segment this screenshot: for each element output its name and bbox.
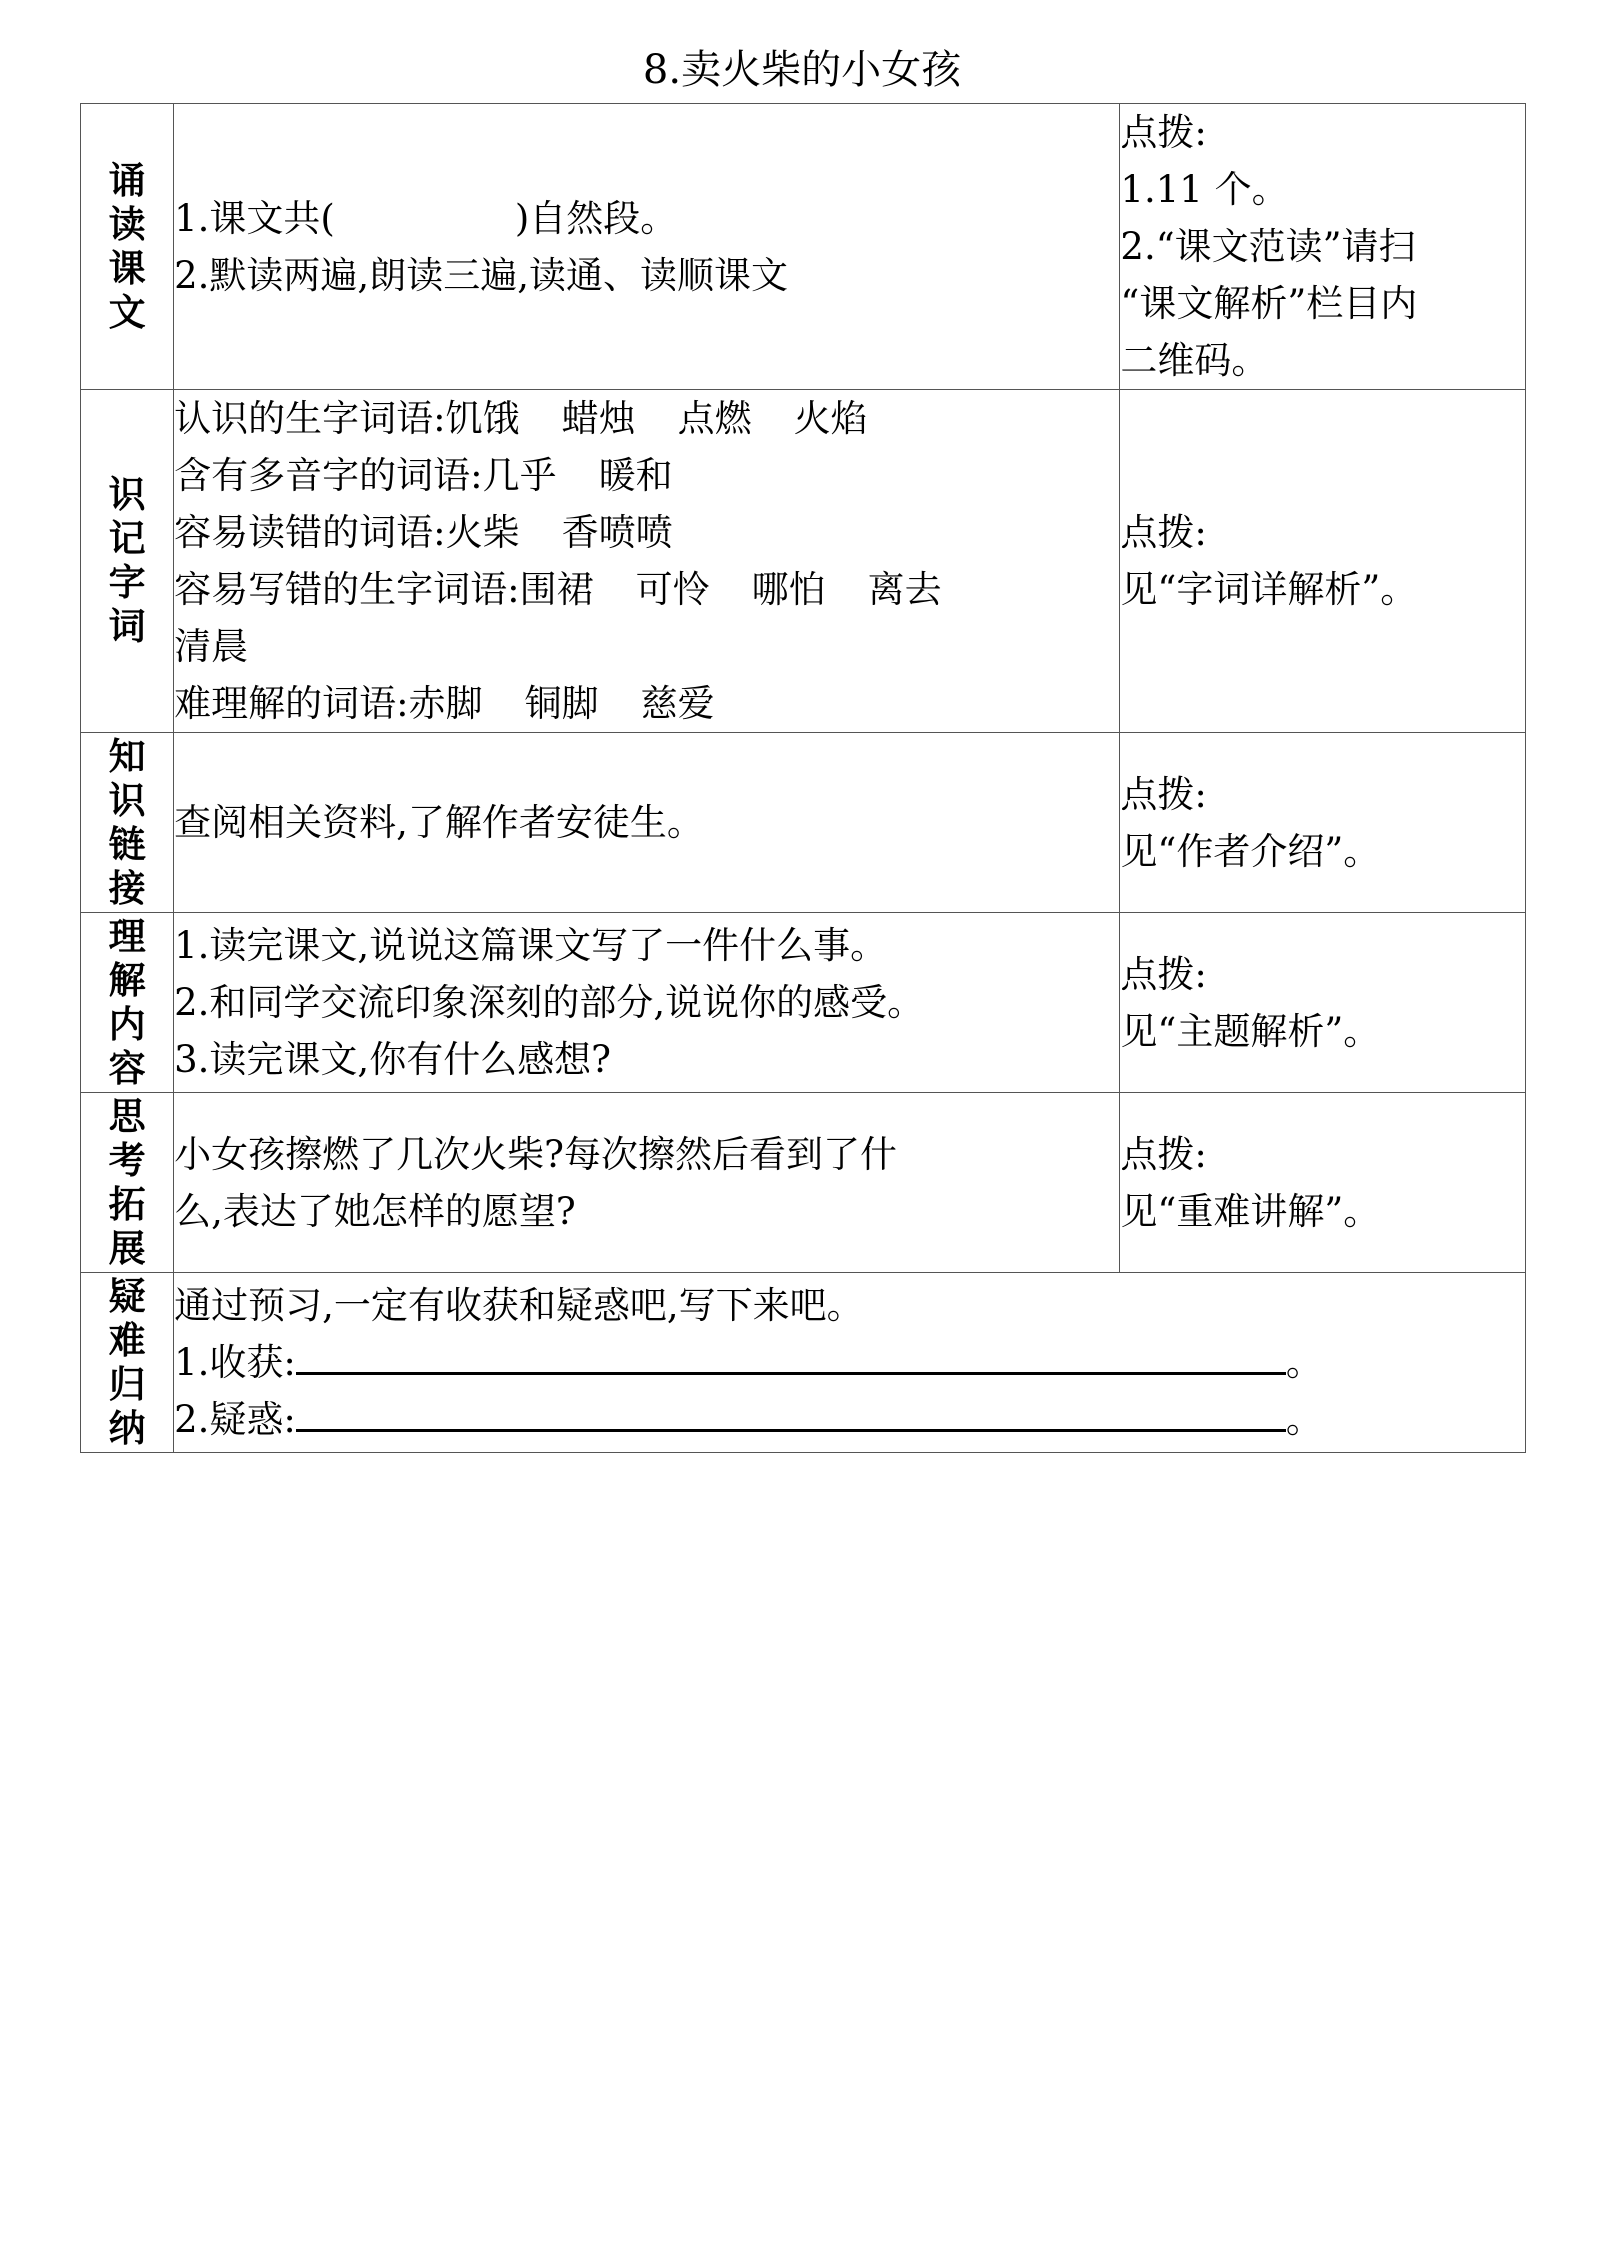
row-summary (81, 1273, 1526, 1453)
difficult-words-line: 难理解的词语:赤脚 铜脚 慈爱 (174, 682, 715, 725)
preview-sheet-table (80, 103, 1526, 1453)
label-char: 文 (108, 290, 146, 334)
tip-heading: 点拨: (1120, 1132, 1207, 1176)
page-title: 8.卖火柴的小女孩 (642, 47, 962, 93)
label-char: 展 (108, 1226, 146, 1270)
tip-knowledge (1120, 733, 1526, 913)
content-recite (174, 104, 1120, 390)
content-knowledge (174, 733, 1120, 913)
tip-line: 见“字词详解析”。 (1120, 568, 1418, 611)
label-char: 归 (108, 1362, 146, 1406)
label-char: 链 (108, 822, 146, 866)
question-line: 么,表达了她怎样的愿望? (174, 1189, 576, 1233)
label-char: 容 (108, 1046, 146, 1090)
tip-recite (1120, 104, 1526, 390)
doubts-line: 2.疑惑: 。 (174, 1391, 1525, 1448)
label-char: 读 (108, 202, 146, 246)
row-label-knowledge (81, 733, 174, 913)
miswritten-words-line: 容易写错的生字词语:围裙 可怜 哪怕 离去 (174, 568, 942, 611)
tip-line: 1.11 个。 (1120, 168, 1289, 211)
content-think (174, 1093, 1120, 1273)
tip-vocabulary (1120, 390, 1526, 733)
label-char: 疑 (108, 1274, 146, 1318)
row-think-extend (81, 1093, 1526, 1273)
row-recite-text (81, 104, 1526, 390)
row-understand-content (81, 913, 1526, 1093)
content-vocabulary (174, 390, 1120, 733)
label-char: 知 (108, 734, 146, 778)
label-char: 接 (108, 866, 146, 910)
question-line: 1.读完课文,说说这篇课文写了一件什么事。 (174, 924, 888, 967)
research-instruction: 查阅相关资料,了解作者安徒生。 (174, 801, 704, 844)
reading-instruction: 2.默读两遍,朗读三遍,读通、读顺课文 (174, 253, 788, 297)
label-char: 字 (108, 561, 146, 604)
label-char: 课 (108, 246, 146, 290)
paragraph-count-question: 1.课文共( )自然段。 (174, 196, 678, 240)
new-words-line: 认识的生字词语:饥饿 蜡烛 点燃 火焰 (174, 397, 868, 440)
row-vocabulary (81, 390, 1526, 733)
label-char: 思 (108, 1094, 146, 1138)
question-line: 小女孩擦燃了几次火柴?每次擦然后看到了什 (174, 1132, 897, 1176)
miswritten-words-continued: 清晨 (174, 625, 249, 668)
tip-line: 二维码。 (1120, 339, 1269, 382)
row-label-understand (81, 913, 174, 1093)
tip-heading: 点拨: (1120, 952, 1207, 996)
tip-line: “课文解析”栏目内 (1120, 282, 1418, 325)
question-line: 3.读完课文,你有什么感想? (174, 1038, 612, 1081)
content-understand (174, 913, 1120, 1093)
label-char: 内 (108, 1002, 146, 1046)
label-char: 难 (108, 1318, 146, 1362)
tip-line: 见“重难讲解”。 (1120, 1189, 1381, 1233)
tip-line: 2.“课文范读”请扫 (1120, 225, 1416, 268)
row-label-recite (81, 104, 174, 390)
doubts-blank[interactable] (296, 1391, 1286, 1432)
tip-heading: 点拨: (1120, 511, 1207, 554)
gains-line: 1.收获: 。 (174, 1334, 1525, 1391)
tip-understand (1120, 913, 1526, 1093)
label-char: 纳 (108, 1406, 146, 1450)
label-char: 理 (108, 914, 146, 958)
summary-intro: 通过预习,一定有收获和疑惑吧,写下来吧。 (174, 1284, 864, 1327)
tip-heading: 点拨: (1120, 111, 1207, 154)
row-knowledge-link (81, 733, 1526, 913)
label-char: 词 (108, 605, 146, 648)
tip-line: 见“主题解析”。 (1120, 1009, 1381, 1053)
label-char: 拓 (108, 1182, 146, 1226)
row-label-summary (81, 1273, 174, 1453)
polyphone-words-line: 含有多音字的词语:几乎 暖和 (174, 454, 673, 497)
tip-line: 见“作者介绍”。 (1120, 829, 1381, 873)
label-char: 考 (108, 1138, 146, 1182)
label-char: 识 (108, 473, 146, 516)
row-label-vocabulary (81, 390, 174, 733)
row-label-think (81, 1093, 174, 1273)
label-char: 记 (108, 517, 146, 560)
label-char: 诵 (108, 158, 146, 202)
label-char: 识 (108, 778, 146, 822)
tip-think (1120, 1093, 1526, 1273)
tip-heading: 点拨: (1120, 772, 1207, 816)
content-summary (174, 1273, 1526, 1453)
label-char: 解 (108, 958, 146, 1002)
misread-words-line: 容易读错的词语:火柴 香喷喷 (174, 511, 673, 554)
question-line: 2.和同学交流印象深刻的部分,说说你的感受。 (174, 981, 925, 1024)
gains-blank[interactable] (296, 1334, 1286, 1375)
